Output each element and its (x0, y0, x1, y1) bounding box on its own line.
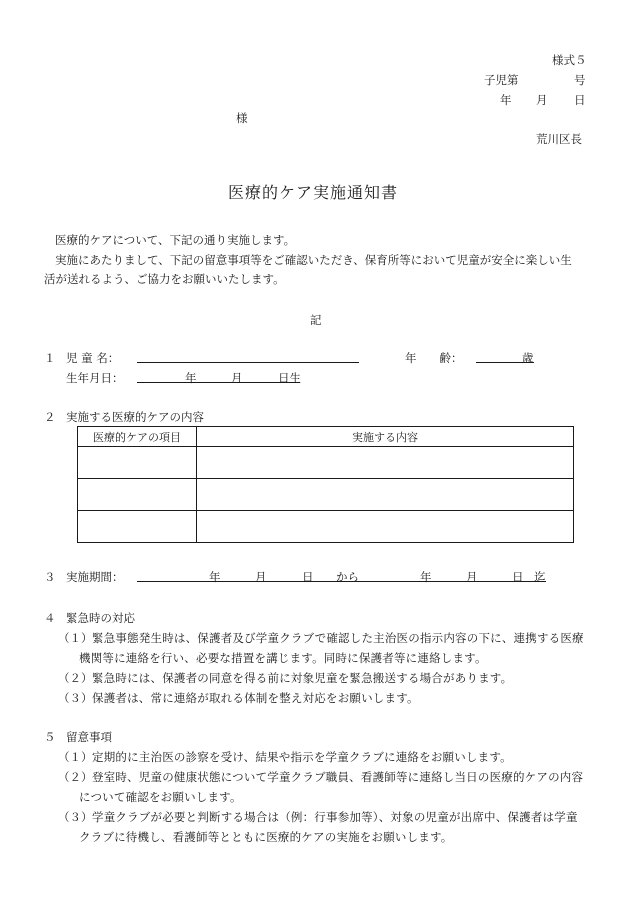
child-name-label: 児 童 名： (66, 351, 120, 365)
recipient-suffix: 様 (236, 111, 248, 125)
column-header-item: 医療的ケアの項目 (78, 427, 197, 447)
age-label: 年 齢： (405, 351, 463, 365)
section3-number: ３ (44, 570, 56, 584)
birthdate-field[interactable] (137, 368, 300, 383)
birth-day-unit: 日生 (278, 371, 301, 385)
table-row (78, 511, 574, 543)
section5-item2-line2: について確認をお願いします。 (79, 790, 242, 804)
care-item-cell[interactable] (78, 447, 197, 479)
section4-number: ４ (44, 611, 56, 625)
medical-care-table (77, 426, 574, 543)
table-header-row (78, 427, 574, 447)
date-day: 日 (574, 93, 586, 107)
section5-item1-number: （１） (58, 750, 93, 764)
intro-line-1: 医療的ケアについて、下記の通り実施します。 (55, 233, 296, 247)
period-end-month: 月 (466, 570, 478, 584)
column-header-content: 実施する内容 (197, 427, 574, 447)
section2-number: ２ (44, 410, 56, 424)
birth-month-unit: 月 (231, 371, 243, 385)
age-unit: 歳 (522, 351, 534, 365)
period-start-month: 月 (255, 570, 267, 584)
sender-name: 荒川区長 (536, 132, 582, 146)
birth-year-unit: 年 (185, 371, 197, 385)
section4-item1-line1: 緊急事態発生時は、保護者及び学童クラブで確認した主治医の指示内容の下に、連携する医療 (92, 631, 584, 645)
section5-item2-number: （２） (58, 770, 93, 784)
reference-suffix: 号 (574, 73, 586, 87)
section2-heading: 実施する医療的ケアの内容 (66, 410, 204, 424)
document-title: 医療的ケア実施通知書 (228, 183, 399, 202)
section4-item1-line2: 機関等に連絡を行い、必要な措置を講じます。同時に保護者等に連絡します。 (79, 651, 487, 665)
period-start-day: 日 (302, 570, 314, 584)
section4-item3-line1: 保護者は、常に連絡が取れる体制を整え対応をお願いします。 (92, 691, 419, 705)
care-content-cell[interactable] (197, 479, 574, 511)
period-start-year: 年 (209, 570, 221, 584)
section4-heading: 緊急時の対応 (66, 611, 135, 625)
period-until: 迄 (534, 570, 546, 584)
section5-item3-number: （３） (58, 810, 93, 824)
section4-item1-number: （１） (58, 631, 93, 645)
section1-number: １ (44, 351, 56, 365)
section5-heading: 留意事項 (66, 730, 112, 744)
date-month: 月 (536, 93, 548, 107)
period-end-year: 年 (420, 570, 432, 584)
intro-line-3: 活が送れるよう、ご協力をお願いいたします。 (44, 272, 285, 286)
section5-item3-line1: 学童クラブが必要と判断する場合は（例：行事参加等）、対象の児童が出席中、保護者は学童 (92, 810, 578, 824)
period-end-day: 日 (512, 570, 524, 584)
ki-marker: 記 (310, 313, 322, 327)
section5-item2-line1: 登室時、児童の健康状態について学童クラブ職員、看護師等に連絡し当日の医療的ケアの内容 (92, 770, 584, 784)
section5-number: ５ (44, 730, 56, 744)
section4-item2-line1: 緊急時には、保護者の同意を得る前に対象児童を緊急搬送する場合があります。 (92, 671, 513, 685)
reference-prefix: 子児第 (484, 73, 519, 87)
intro-line-2: 実施にあたりまして、下記の留意事項等をご確認いただき、保育所等において児童が安全に楽しい生 (55, 253, 572, 267)
date-year: 年 (500, 93, 512, 107)
section4-item2-number: （２） (58, 671, 93, 685)
form-number: 様式５ (552, 53, 587, 67)
child-name-field[interactable] (137, 348, 359, 363)
care-content-cell[interactable] (197, 447, 574, 479)
care-item-cell[interactable] (78, 511, 197, 543)
section4-item3-number: （３） (58, 691, 93, 705)
period-label: 実施期間： (66, 570, 124, 584)
table-row (78, 447, 574, 479)
section5-item1-line1: 定期的に主治医の診察を受け、結果や指示を学童クラブに連絡をお願いします。 (92, 750, 512, 764)
care-content-cell[interactable] (197, 511, 574, 543)
care-item-cell[interactable] (78, 479, 197, 511)
birthdate-label: 生年月日： (66, 371, 124, 385)
table-row (78, 479, 574, 511)
period-from: から (336, 570, 359, 584)
section5-item3-line2: クラブに待機し、看護師等とともに医療的ケアの実施をお願いします。 (79, 830, 453, 844)
